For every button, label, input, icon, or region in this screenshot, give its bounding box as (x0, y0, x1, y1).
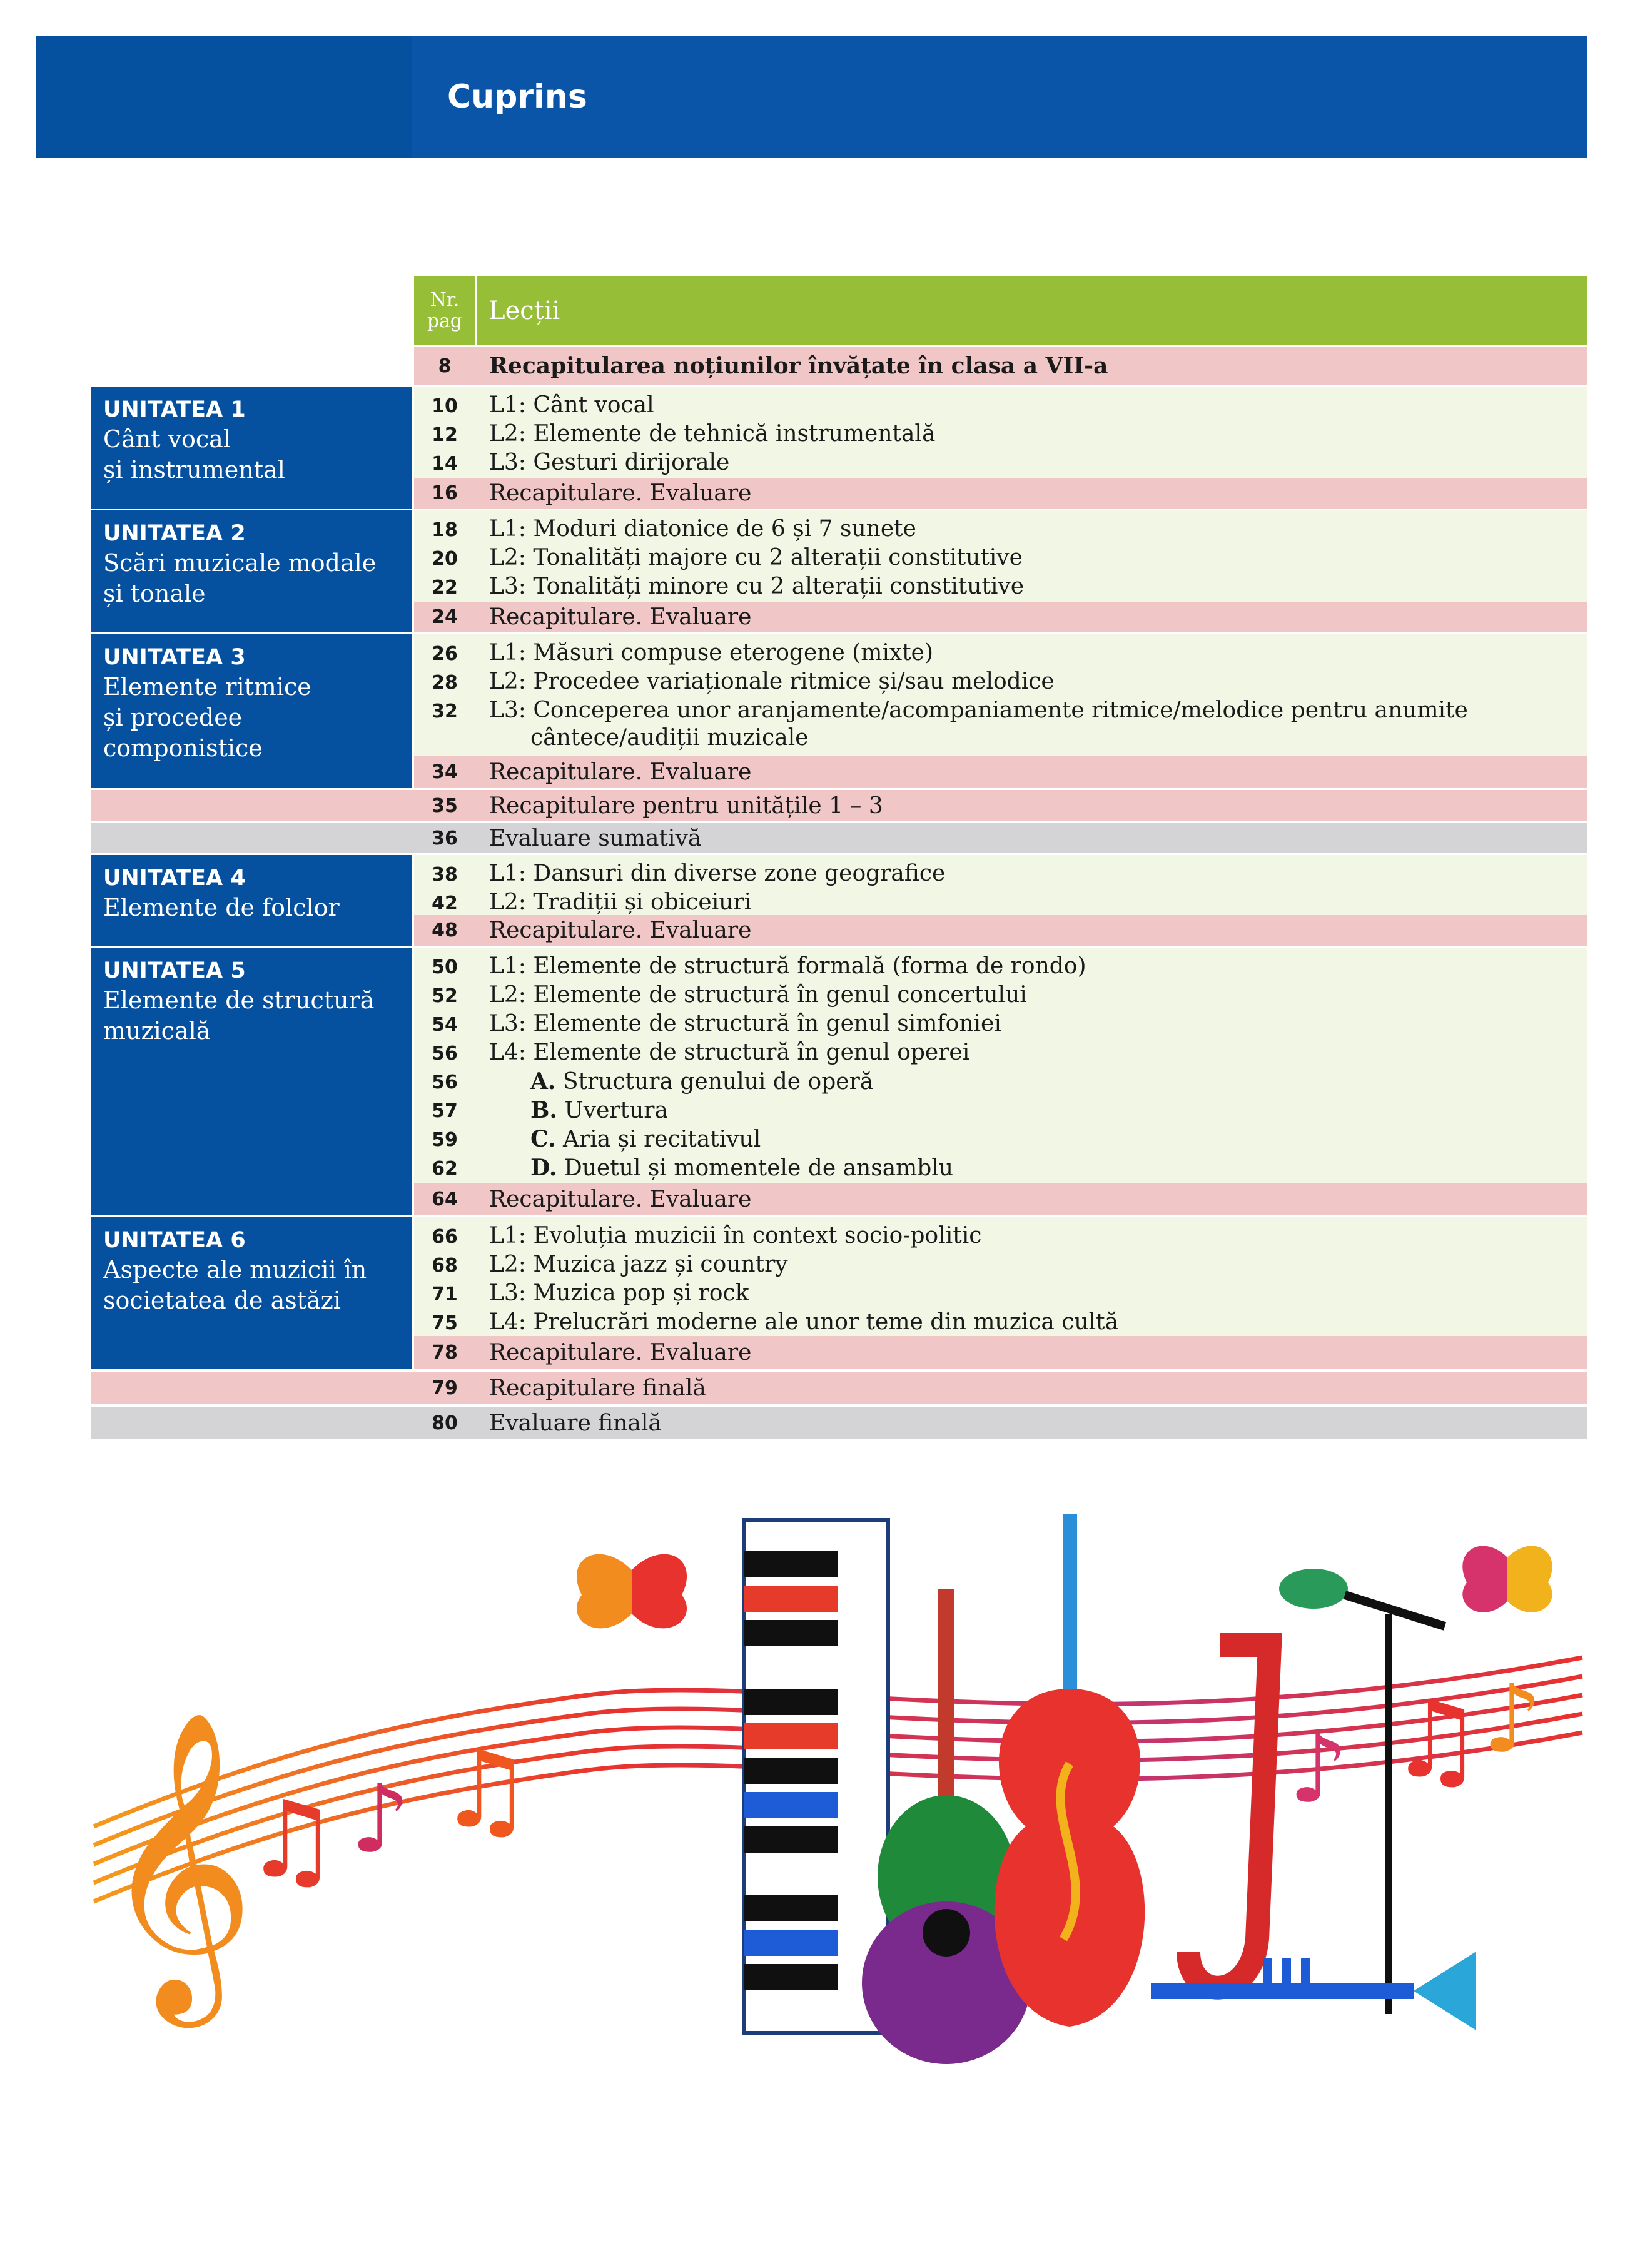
lesson-title: Recapitulare. Evaluare (489, 918, 752, 943)
lesson-title: L2: Procedee variaționale ritmice și/sau melodice (489, 669, 1055, 694)
lessons-column-header: Lecții (477, 276, 1587, 345)
toc-row[interactable] (414, 953, 1587, 981)
toc-row[interactable] (414, 392, 1587, 420)
page-number: 64 (432, 1188, 458, 1210)
lesson-title: Duetul și momentele de ansamblu (564, 1155, 954, 1181)
unit-1-label (91, 387, 412, 509)
page-number-column-header (414, 276, 477, 345)
page-number: 26 (432, 643, 458, 665)
page-number: 62 (432, 1158, 458, 1180)
lesson-title: L1: Elemente de structură formală (forma de rondo) (489, 953, 1086, 979)
lesson-title: Recapitulare finală (489, 1375, 706, 1401)
lesson-title: L4: Elemente de structură în genul operei (489, 1040, 970, 1065)
lesson-title: L2: Muzica jazz și country (489, 1252, 788, 1277)
page-number: 10 (432, 395, 458, 417)
lesson-title: Recapitulare. Evaluare (489, 1339, 752, 1365)
lesson-title: Aria și recitativul (563, 1126, 761, 1152)
lesson-title-continuation: cântece/audiții muzicale (530, 725, 809, 751)
page-number: 71 (432, 1283, 458, 1305)
toc-row-review[interactable] (414, 478, 1587, 509)
page-number: 20 (432, 548, 458, 570)
page-title: Cuprins (447, 78, 587, 116)
unit-title: UNITATEA 5 (103, 958, 246, 983)
cello-icon (995, 1514, 1145, 2027)
unit-subtitle: Aspecte ale muzicii în societatea de astăzi (103, 1256, 367, 1314)
page-number: 36 (432, 827, 458, 849)
page-number: 50 (432, 956, 458, 978)
unit-1-lessons (414, 387, 1587, 478)
toc-row[interactable] (414, 860, 1587, 889)
page-number: 56 (432, 1043, 458, 1065)
sub-letter: D. (530, 1155, 557, 1181)
unit-title: UNITATEA 6 (103, 1228, 246, 1253)
unit-title: UNITATEA 3 (103, 645, 246, 670)
svg-text:♪: ♪ (1482, 1665, 1542, 1774)
lesson-title: L2: Elemente de structură în genul concertului (489, 982, 1027, 1008)
page-number: 12 (432, 424, 458, 446)
page-number: 22 (432, 577, 458, 599)
toc-row[interactable] (414, 1010, 1587, 1039)
toc-subrow[interactable] (414, 1068, 1587, 1096)
unit-3-label (91, 634, 412, 788)
lesson-title: L1: Dansuri din diverse zone geografice (489, 861, 946, 886)
lesson-title: L1: Evoluția muzicii în context socio-politic (489, 1223, 982, 1248)
toc-row[interactable] (414, 639, 1587, 668)
lesson-title: Recapitulare. Evaluare (489, 480, 752, 506)
svg-text:♪: ♪ (1288, 1715, 1349, 1824)
toc-row-review-1-3[interactable] (91, 790, 1587, 821)
page-number: 14 (432, 453, 458, 475)
lesson-title: Evaluare sumativă (489, 825, 702, 851)
page-number: 78 (432, 1341, 458, 1364)
unit-6-lessons (414, 1217, 1587, 1336)
page-number: 32 (432, 701, 458, 722)
unit-subtitle: Elemente ritmice și procedee componistice (103, 673, 311, 762)
toc-row-review[interactable] (414, 915, 1587, 946)
page-number: 18 (432, 519, 458, 541)
toc-row[interactable] (414, 1251, 1587, 1280)
sub-letter: A. (530, 1068, 556, 1095)
svg-text:♫: ♫ (244, 1778, 340, 1902)
page-number: 75 (432, 1312, 458, 1334)
toc-row[interactable] (414, 889, 1587, 918)
lesson-title: Recapitulare. Evaluare (489, 604, 752, 630)
pag-label: pag (427, 310, 463, 332)
unit-subtitle: Cânt vocal și instrumental (103, 425, 285, 483)
toc-row[interactable] (414, 1039, 1587, 1068)
page-number: 52 (432, 985, 458, 1007)
page-number: 8 (438, 355, 452, 377)
unit-2-label (91, 510, 412, 632)
toc-row-review[interactable] (414, 1336, 1587, 1369)
lesson-title: L3: Conceperea unor aranjamente/acompaniamente ritmice/melodice pentru anumite (489, 697, 1468, 723)
unit-3-lessons (414, 634, 1587, 756)
lesson-title: Uvertura (564, 1098, 668, 1123)
page-header (36, 36, 1587, 158)
page-number: 34 (432, 761, 458, 783)
unit-title: UNITATEA 2 (103, 521, 246, 546)
svg-text:𝄞: 𝄞 (100, 1708, 256, 2014)
toc-row-review[interactable] (414, 756, 1587, 788)
page-number: 48 (432, 919, 458, 941)
page-number: 59 (432, 1129, 458, 1151)
svg-text:♫: ♫ (438, 1728, 534, 1852)
lesson-title: L2: Elemente de tehnică instrumentală (489, 421, 936, 447)
treble-clef-icon (100, 1708, 255, 2030)
unit-title: UNITATEA 4 (103, 866, 246, 891)
lesson-title: L1: Moduri diatonice de 6 și 7 sunete (489, 516, 916, 542)
lesson-title: L1: Cânt vocal (489, 392, 654, 418)
toc-row[interactable] (414, 420, 1587, 449)
toc-subrow[interactable] (414, 1125, 1587, 1154)
music-instruments-illustration (88, 1501, 1589, 2077)
page-number: 68 (432, 1255, 458, 1277)
toc-row[interactable] (414, 668, 1587, 697)
page-number: 38 (432, 864, 458, 886)
unit-title: UNITATEA 1 (103, 397, 246, 422)
lesson-title: L4: Prelucrări moderne ale unor teme din muzica cultă (489, 1309, 1119, 1335)
toc-row-summative[interactable] (91, 823, 1587, 853)
lesson-title: Recapitularea noțiunilor învățate în clasa a VII-a (489, 353, 1108, 379)
toc-row-review[interactable] (414, 602, 1587, 632)
page-number: 28 (432, 672, 458, 694)
page-number: 16 (432, 482, 458, 504)
lesson-title: L1: Măsuri compuse eterogene (mixte) (489, 640, 934, 666)
lesson-title: Recapitulare pentru unitățile 1 – 3 (489, 792, 883, 819)
toc-row[interactable] (414, 573, 1587, 602)
unit-6-label (91, 1217, 412, 1369)
toc-row[interactable] (414, 1222, 1587, 1251)
unit-subtitle: Scări muzicale modale și tonale (103, 549, 377, 607)
sub-letter: B. (530, 1097, 557, 1123)
unit-5-label (91, 948, 412, 1215)
saxophone-icon (1188, 1645, 1270, 1988)
toc-row-final-review[interactable] (91, 1372, 1587, 1404)
page-number: 35 (432, 794, 458, 817)
lesson-title: L3: Gesturi dirijorale (489, 450, 730, 475)
header-left-band (36, 36, 412, 158)
page-number: 24 (432, 606, 458, 628)
page-number: 66 (432, 1226, 458, 1248)
nr-label: Nr. (430, 289, 460, 311)
page-number: 79 (432, 1377, 458, 1399)
toc-subrow[interactable] (414, 1154, 1587, 1183)
page-number: 42 (432, 893, 458, 914)
lesson-title: Recapitulare. Evaluare (489, 759, 752, 785)
toc-row-review[interactable] (414, 1183, 1587, 1215)
toc-row-final-eval[interactable] (91, 1407, 1587, 1439)
toc-row[interactable] (414, 697, 1587, 754)
toc-row[interactable] (414, 1280, 1587, 1309)
page-number: 80 (432, 1412, 458, 1434)
toc-table-header (414, 276, 1587, 345)
lesson-title: Structura genului de operă (562, 1069, 874, 1095)
lesson-title: L2: Tonalități majore cu 2 alterații constitutive (489, 545, 1023, 570)
toc-row[interactable] (414, 981, 1587, 1010)
lesson-title: L3: Elemente de structură în genul simfoniei (489, 1011, 1001, 1036)
page-number: 54 (432, 1014, 458, 1036)
toc-row[interactable] (414, 449, 1587, 478)
lesson-title: L2: Tradiții și obiceiuri (489, 889, 752, 915)
lesson-title: L3: Tonalități minore cu 2 alterații constitutive (489, 574, 1025, 599)
lesson-title: Recapitulare. Evaluare (489, 1186, 752, 1212)
toc-subrow[interactable] (414, 1096, 1587, 1125)
toc-row-intro[interactable] (414, 347, 1587, 385)
unit-subtitle: Elemente de structură muzicală (103, 986, 375, 1045)
unit-4-lessons (414, 855, 1587, 915)
unit-subtitle: Elemente de folclor (103, 894, 340, 921)
sub-letter: C. (530, 1126, 556, 1152)
page-number: 56 (432, 1071, 458, 1093)
lesson-title: Evaluare finală (489, 1410, 662, 1436)
unit-4-label (91, 855, 412, 946)
svg-text:♫: ♫ (1389, 1678, 1484, 1802)
unit-2-lessons (414, 510, 1587, 602)
svg-text:♪: ♪ (350, 1765, 410, 1874)
lesson-title: L3: Muzica pop și rock (489, 1280, 749, 1306)
toc-row[interactable] (414, 515, 1587, 544)
toc-row[interactable] (414, 1309, 1587, 1337)
page-number: 57 (432, 1100, 458, 1122)
piano-keys-icon (744, 1520, 888, 2033)
unit-5-lessons (414, 948, 1587, 1183)
toc-row[interactable] (414, 544, 1587, 573)
